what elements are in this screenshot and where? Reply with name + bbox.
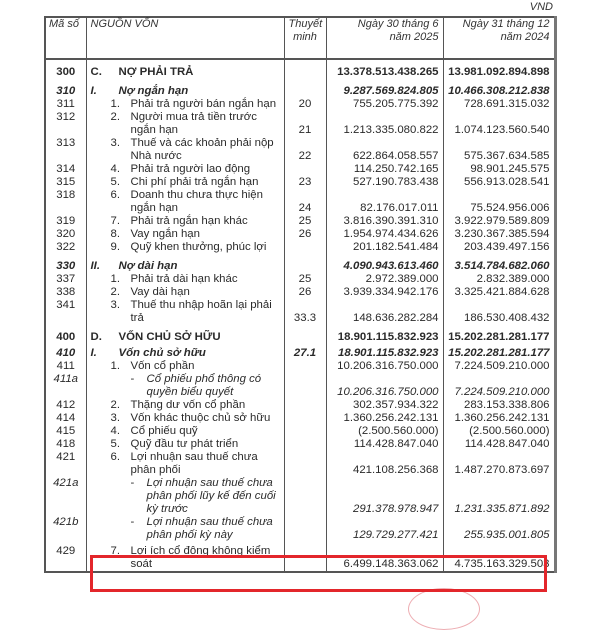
table-row-313 xyxy=(45,137,555,163)
row-value-2024: 2.832.389.000 xyxy=(443,273,555,286)
header-name: NGUỒN VỐN xyxy=(86,17,284,59)
header-col-2024 xyxy=(443,17,555,59)
row-value-2025: 6.499.148.363.062 xyxy=(326,542,443,572)
table-row-410 xyxy=(45,344,555,360)
row-label: Vốn chủ sở hữu xyxy=(118,347,206,359)
table-row-310 xyxy=(45,79,555,98)
row-index: 7. xyxy=(110,545,120,557)
row-note: 26 xyxy=(284,286,326,299)
row-label: Vốn khác thuộc chủ sở hữu xyxy=(130,412,271,424)
row-value-2025: 10.206.316.750.000 xyxy=(326,360,443,373)
row-value-2024: 7.224.509.210.000 xyxy=(443,360,555,373)
row-value-2024: 75.524.956.006 xyxy=(443,189,555,215)
row-value-2024: 3.514.784.682.060 xyxy=(443,254,555,273)
row-value-2024: 575.367.634.585 xyxy=(443,137,555,163)
row-name xyxy=(86,241,284,254)
row-value-2025: (2.500.560.000) xyxy=(326,425,443,438)
table-row-300 xyxy=(45,59,555,79)
row-name xyxy=(86,373,284,399)
header-col-2025-line1: Ngày 30 tháng 6 xyxy=(357,18,439,30)
row-name xyxy=(86,176,284,189)
table-row-320 xyxy=(45,228,555,241)
balance-sheet-table xyxy=(44,16,557,573)
table-row-418 xyxy=(45,438,555,451)
row-index: 5. xyxy=(110,438,120,450)
row-value-2025: 1.213.335.080.822 xyxy=(326,111,443,137)
row-note xyxy=(284,254,326,273)
row-value-2024: 556.913.028.541 xyxy=(443,176,555,189)
table-row-330 xyxy=(45,254,555,273)
row-name xyxy=(86,286,284,299)
table-row-315 xyxy=(45,176,555,189)
row-value-2025: 527.190.783.438 xyxy=(326,176,443,189)
row-code: 421b xyxy=(45,516,86,542)
row-note: 23 xyxy=(284,176,326,189)
row-note xyxy=(284,373,326,399)
row-name xyxy=(86,451,284,477)
row-name xyxy=(86,228,284,241)
row-label: Vốn cổ phần xyxy=(130,360,195,372)
row-name xyxy=(86,477,284,516)
row-name xyxy=(86,59,284,79)
header-note xyxy=(284,17,326,59)
row-value-2024: 186.530.408.432 xyxy=(443,299,555,325)
row-value-2024: 13.981.092.894.898 xyxy=(443,59,555,79)
row-roman: C. xyxy=(90,66,102,78)
row-value-2025: 421.108.256.368 xyxy=(326,451,443,477)
row-code: 415 xyxy=(45,425,86,438)
row-dash: - xyxy=(130,477,135,489)
row-note xyxy=(284,325,326,344)
row-value-2025: 13.378.513.438.265 xyxy=(326,59,443,79)
row-value-2025: 4.090.943.613.460 xyxy=(326,254,443,273)
row-value-2024: 4.735.163.329.503 xyxy=(443,542,555,572)
row-index: 2. xyxy=(110,286,120,298)
row-index: 2. xyxy=(110,399,120,411)
row-note: 26 xyxy=(284,228,326,241)
row-note: 20 xyxy=(284,98,326,111)
row-note xyxy=(284,542,326,572)
row-name xyxy=(86,360,284,373)
row-index: 7. xyxy=(110,215,120,227)
row-label: Phải trả dài hạn khác xyxy=(130,273,238,285)
row-code: 311 xyxy=(45,98,86,111)
row-value-2024: 7.224.509.210.000 xyxy=(443,373,555,399)
table-row-429 xyxy=(45,542,555,572)
row-label: Phải trả người lao động xyxy=(130,163,251,175)
row-index: 4. xyxy=(110,163,120,175)
row-label: Cổ phiếu quỹ xyxy=(130,425,198,437)
row-code: 310 xyxy=(45,79,86,98)
row-note xyxy=(284,412,326,425)
row-note xyxy=(284,516,326,542)
row-value-2025: 129.729.277.421 xyxy=(326,516,443,542)
row-value-2025: 114.428.847.040 xyxy=(326,438,443,451)
row-note xyxy=(284,438,326,451)
row-value-2025: 114.250.742.165 xyxy=(326,163,443,176)
row-value-2024: 255.935.001.805 xyxy=(443,516,555,542)
row-code: 341 xyxy=(45,299,86,325)
row-code: 337 xyxy=(45,273,86,286)
row-label: Lợi nhuận sau thuế chưa phân phối kỳ này xyxy=(146,516,273,541)
row-name xyxy=(86,438,284,451)
header-col-2024-line2: năm 2024 xyxy=(500,31,550,43)
row-code: 319 xyxy=(45,215,86,228)
row-code: 412 xyxy=(45,399,86,412)
row-note xyxy=(284,477,326,516)
row-value-2024: 3.922.979.589.809 xyxy=(443,215,555,228)
row-label: Quỹ khen thưởng, phúc lợi xyxy=(130,241,267,253)
row-note: 21 xyxy=(284,111,326,137)
table-row-412 xyxy=(45,399,555,412)
row-note: 25 xyxy=(284,215,326,228)
row-note: 22 xyxy=(284,137,326,163)
row-label: Thuế thu nhập hoãn lại phải trả xyxy=(130,299,272,324)
table-row-400 xyxy=(45,325,555,344)
row-name xyxy=(86,399,284,412)
row-name xyxy=(86,98,284,111)
row-name xyxy=(86,215,284,228)
row-code: 322 xyxy=(45,241,86,254)
row-label: Vay dài hạn xyxy=(130,286,190,298)
currency-unit: VND xyxy=(529,1,553,13)
table-row-318 xyxy=(45,189,555,215)
header-note-line2: minh xyxy=(293,31,317,43)
row-label: Lợi nhuận sau thuế chưa phân phối lũy kế đến cuối kỳ trước xyxy=(146,477,276,515)
row-dash: - xyxy=(130,516,135,528)
row-value-2024: 98.901.245.575 xyxy=(443,163,555,176)
table-row-314 xyxy=(45,163,555,176)
row-value-2024: 1.231.335.871.892 xyxy=(443,477,555,516)
row-name xyxy=(86,189,284,215)
row-note: 33.3 xyxy=(284,299,326,325)
row-label: Cổ phiếu phổ thông có quyền biểu quyết xyxy=(146,373,262,398)
row-code: 315 xyxy=(45,176,86,189)
row-name xyxy=(86,254,284,273)
table-row-338 xyxy=(45,286,555,299)
header-col-2024-line1: Ngày 31 tháng 12 xyxy=(462,18,550,30)
row-index: 9. xyxy=(110,241,120,253)
row-value-2024: 15.202.281.281.177 xyxy=(443,325,555,344)
table-row-312 xyxy=(45,111,555,137)
row-label: Quỹ đầu tư phát triển xyxy=(130,438,239,450)
row-name xyxy=(86,516,284,542)
company-stamp xyxy=(408,588,480,630)
row-code: 421a xyxy=(45,477,86,516)
row-index: 1. xyxy=(110,360,120,372)
row-roman: II. xyxy=(90,260,100,272)
row-value-2025: 3.939.334.942.176 xyxy=(326,286,443,299)
row-note xyxy=(284,451,326,477)
table-row-411a xyxy=(45,373,555,399)
row-index: 8. xyxy=(110,228,120,240)
table-row-421 xyxy=(45,451,555,477)
row-value-2025: 3.816.390.391.310 xyxy=(326,215,443,228)
row-value-2024: 3.325.421.884.628 xyxy=(443,286,555,299)
table-header xyxy=(45,17,555,59)
row-note: 27.1 xyxy=(284,344,326,360)
row-value-2024: 1.360.256.242.131 xyxy=(443,412,555,425)
row-code: 314 xyxy=(45,163,86,176)
row-value-2025: 18.901.115.832.923 xyxy=(326,325,443,344)
row-code: 411 xyxy=(45,360,86,373)
header-col-2025-line2: năm 2025 xyxy=(389,31,439,43)
row-value-2025: 18.901.115.832.923 xyxy=(326,344,443,360)
row-index: 3. xyxy=(110,137,120,149)
table-row-421b xyxy=(45,516,555,542)
row-roman: I. xyxy=(90,347,97,359)
row-code: 414 xyxy=(45,412,86,425)
row-value-2024: 1.487.270.873.697 xyxy=(443,451,555,477)
row-name xyxy=(86,79,284,98)
row-label: Thặng dư vốn cổ phần xyxy=(130,399,246,411)
row-dash: - xyxy=(130,373,135,385)
row-label: Lợi ích cổ đông không kiểm soát xyxy=(130,545,271,570)
row-label: Người mua trả tiền trước ngắn hạn xyxy=(130,111,257,136)
row-value-2025: 291.378.978.947 xyxy=(326,477,443,516)
row-value-2025: 201.182.541.484 xyxy=(326,241,443,254)
row-value-2024: 15.202.281.281.177 xyxy=(443,344,555,360)
row-value-2024: (2.500.560.000) xyxy=(443,425,555,438)
table-row-421a xyxy=(45,477,555,516)
row-label: Doanh thu chưa thực hiện ngắn hạn xyxy=(130,189,263,214)
row-index: 2. xyxy=(110,111,120,123)
row-code: 312 xyxy=(45,111,86,137)
row-note: 25 xyxy=(284,273,326,286)
row-name xyxy=(86,325,284,344)
row-value-2025: 1.954.974.434.626 xyxy=(326,228,443,241)
row-index: 1. xyxy=(110,98,120,110)
row-code: 411a xyxy=(45,373,86,399)
row-name xyxy=(86,542,284,572)
row-index: 6. xyxy=(110,189,120,201)
row-label: Vay ngắn hạn xyxy=(130,228,200,240)
row-index: 3. xyxy=(110,412,120,424)
row-name xyxy=(86,425,284,438)
row-index: 3. xyxy=(110,299,120,311)
row-value-2024: 1.074.123.560.540 xyxy=(443,111,555,137)
row-name xyxy=(86,344,284,360)
row-index: 1. xyxy=(110,273,120,285)
row-value-2025: 755.205.775.392 xyxy=(326,98,443,111)
table-row-411 xyxy=(45,360,555,373)
row-code: 330 xyxy=(45,254,86,273)
row-code: 429 xyxy=(45,542,86,572)
row-index: 4. xyxy=(110,425,120,437)
row-value-2024: 10.466.308.212.838 xyxy=(443,79,555,98)
header-note-line1: Thuyết xyxy=(288,18,323,30)
row-note xyxy=(284,163,326,176)
row-label: Thuế và các khoản phải nộp Nhà nước xyxy=(130,137,274,162)
row-value-2024: 203.439.497.156 xyxy=(443,241,555,254)
row-code: 300 xyxy=(45,59,86,79)
row-note: 24 xyxy=(284,189,326,215)
row-roman: D. xyxy=(90,331,102,343)
row-note xyxy=(284,425,326,438)
row-value-2025: 1.360.256.242.131 xyxy=(326,412,443,425)
row-label: Lợi nhuận sau thuế chưa phân phối xyxy=(130,451,258,476)
row-label: Nợ ngắn hạn xyxy=(118,85,189,97)
row-index: 6. xyxy=(110,451,120,463)
header-col-2025 xyxy=(326,17,443,59)
row-label: Phải trả người bán ngắn hạn xyxy=(130,98,277,110)
row-value-2025: 10.206.316.750.000 xyxy=(326,373,443,399)
row-label: VỐN CHỦ SỞ HỮU xyxy=(118,331,221,343)
row-note xyxy=(284,241,326,254)
row-name xyxy=(86,273,284,286)
row-name xyxy=(86,412,284,425)
row-code: 318 xyxy=(45,189,86,215)
row-value-2025: 82.176.017.011 xyxy=(326,189,443,215)
row-code: 418 xyxy=(45,438,86,451)
row-note xyxy=(284,360,326,373)
table-row-415 xyxy=(45,425,555,438)
row-note xyxy=(284,59,326,79)
table-row-414 xyxy=(45,412,555,425)
row-label: NỢ PHẢI TRẢ xyxy=(118,66,194,78)
row-code: 410 xyxy=(45,344,86,360)
row-value-2025: 9.287.569.824.805 xyxy=(326,79,443,98)
row-name xyxy=(86,299,284,325)
row-value-2025: 622.864.058.557 xyxy=(326,137,443,163)
row-code: 320 xyxy=(45,228,86,241)
row-value-2025: 2.972.389.000 xyxy=(326,273,443,286)
row-roman: I. xyxy=(90,85,97,97)
table-row-319 xyxy=(45,215,555,228)
row-value-2024: 728.691.315.032 xyxy=(443,98,555,111)
row-name xyxy=(86,163,284,176)
row-value-2025: 302.357.934.322 xyxy=(326,399,443,412)
row-label: Chi phí phải trả ngắn hạn xyxy=(130,176,259,188)
row-label: Phải trả ngắn hạn khác xyxy=(130,215,248,227)
row-label: Nợ dài hạn xyxy=(118,260,178,272)
table-row-322 xyxy=(45,241,555,254)
row-value-2024: 3.230.367.385.594 xyxy=(443,228,555,241)
table-row-337 xyxy=(45,273,555,286)
header-code: Mã số xyxy=(45,17,86,59)
row-value-2024: 283.153.338.806 xyxy=(443,399,555,412)
row-code: 421 xyxy=(45,451,86,477)
row-value-2025: 148.636.282.284 xyxy=(326,299,443,325)
row-value-2024: 114.428.847.040 xyxy=(443,438,555,451)
row-code: 338 xyxy=(45,286,86,299)
row-note xyxy=(284,399,326,412)
row-note xyxy=(284,79,326,98)
row-name xyxy=(86,111,284,137)
row-name xyxy=(86,137,284,163)
table-row-311 xyxy=(45,98,555,111)
row-index: 5. xyxy=(110,176,120,188)
row-code: 313 xyxy=(45,137,86,163)
row-code: 400 xyxy=(45,325,86,344)
table-row-341 xyxy=(45,299,555,325)
